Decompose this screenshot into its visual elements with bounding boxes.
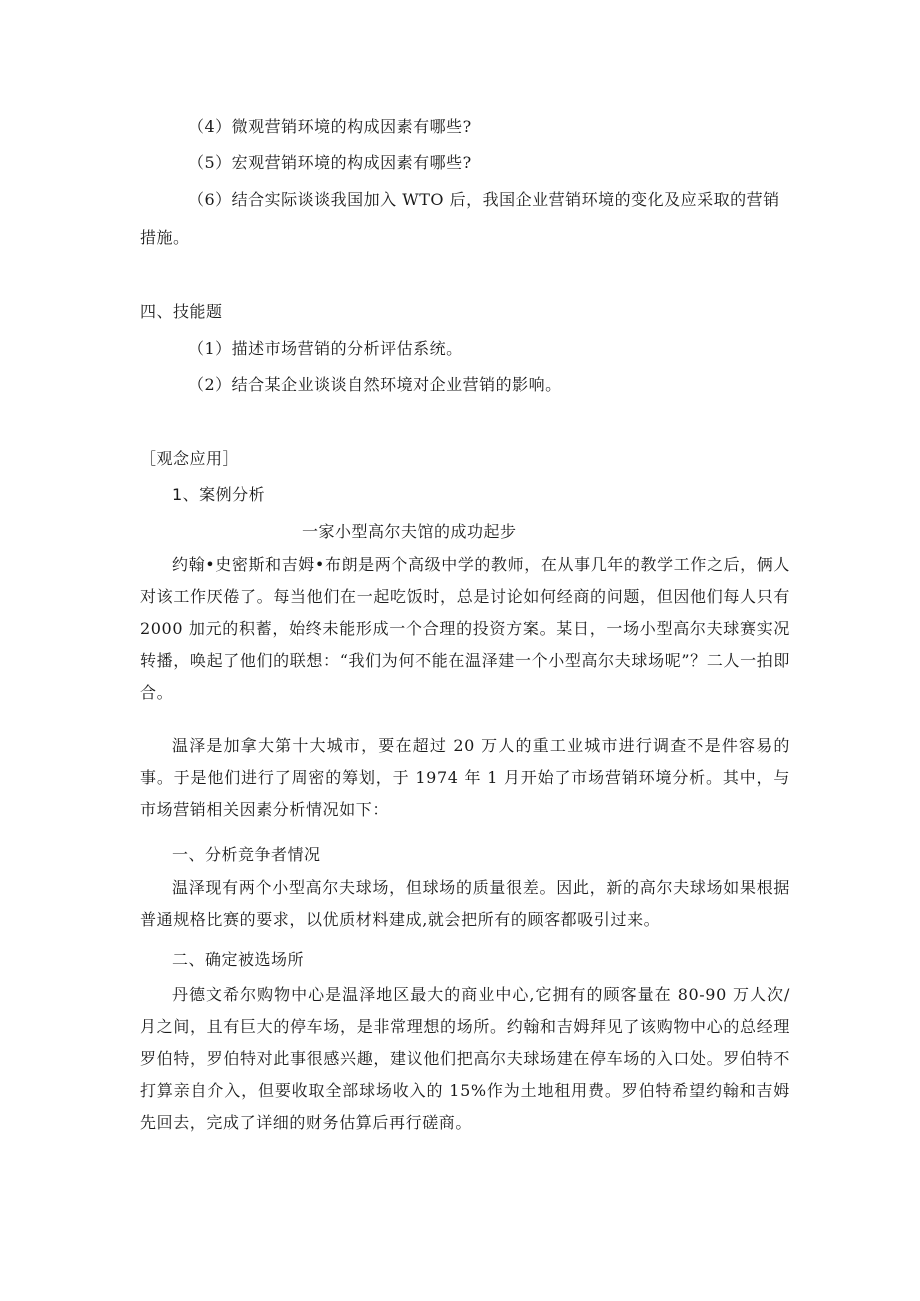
section-2-paragraph: 丹德文希尔购物中心是温泽地区最大的商业中心,它拥有的顾客量在 80-90 万人次/月之间，且有巨大的停车场，是非常理想的场所。约翰和吉姆拜见了该购物中心的总经理罗伯特，罗伯特对此事很感兴趣，建议他们把高尔夫球场建在停车场的入口处。罗伯特不打算亲自介入，但要收取全部球场收入的 15%作为土地租用费。罗伯特希望约翰和吉姆先回去，完成了详细的财务估算后再行磋商。 xyxy=(140,985,790,1132)
question-5: （5）宏观营销环境的构成因素有哪些? xyxy=(188,153,472,172)
question-6-line-1: （6）结合实际谈谈我国加入 WTO 后，我国企业营销环境的变化及应采取的营销 xyxy=(188,190,780,209)
case-analysis-subheading: 1、案例分析 xyxy=(172,485,266,504)
case-paragraph-2: 温泽是加拿大第十大城市，要在超过 20 万人的重工业城市进行调查不是件容易的事。于是他们进行了周密的筹划，于 1974 年 1 月开始了市场营销环境分析。其中，与市场营销相关因素分析情况如下： xyxy=(140,736,790,819)
application-heading: ［观念应用］ xyxy=(140,449,240,468)
skills-item-1: （1）描述市场营销的分析评估系统。 xyxy=(188,339,463,358)
section-1-heading: 一、分析竞争者情况 xyxy=(172,845,321,864)
case-paragraph-1: 约翰•史密斯和吉姆•布朗是两个高级中学的教师，在从事几年的教学工作之后，俩人对该工作厌倦了。每当他们在一起吃饭时，总是讨论如何经商的问题，但因他们每人只有 2000 加元的积蓄，始终未能形成一个合理的投资方案。某日，一场小型高尔夫球赛实况转播，唤起了他们的联想：“我们为何不能在温泽建一个小型高尔夫球场呢”？二人一拍即合。 xyxy=(140,555,790,702)
case-title: 一家小型高尔夫馆的成功起步 xyxy=(302,522,517,541)
section-1-paragraph: 温泽现有两个小型高尔夫球场，但球场的质量很差。因此，新的高尔夫球场如果根据普通规格比赛的要求，以优质材料建成,就会把所有的顾客都吸引过来。 xyxy=(140,878,790,929)
question-4: （4）微观营销环境的构成因素有哪些? xyxy=(188,117,472,136)
section-2-heading: 二、确定被选场所 xyxy=(172,950,305,969)
skills-item-2: （2）结合某企业谈谈自然环境对企业营销的影响。 xyxy=(188,375,562,394)
skills-heading: 四、技能题 xyxy=(140,302,223,321)
question-6-line-2: 措施。 xyxy=(140,228,190,247)
